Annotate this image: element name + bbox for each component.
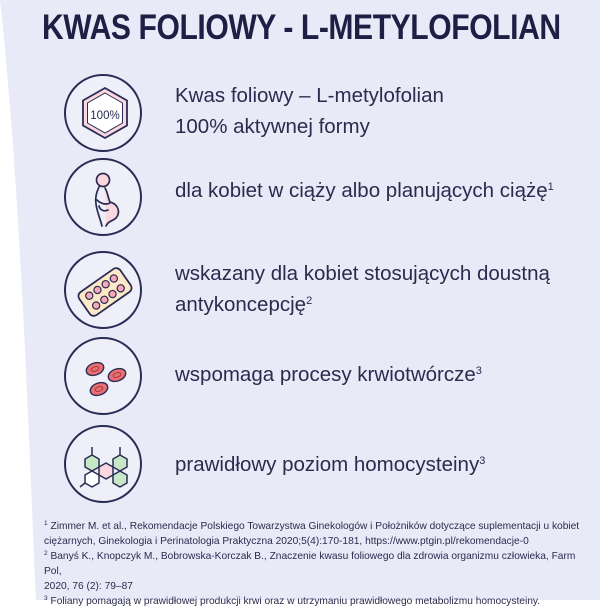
feature-row-blood xyxy=(64,337,584,417)
feature-text-homocysteine xyxy=(175,449,485,480)
feature-text-contraception xyxy=(175,258,550,320)
feature-row-contraception xyxy=(64,251,584,331)
feature-row-homocysteine xyxy=(64,425,584,505)
feature-line: dla kobiet w ciąży albo planujących ciążę$^1$ xyxy=(175,179,554,202)
footnotes xyxy=(44,519,584,609)
footnote-ref: 1 xyxy=(547,180,554,193)
feature-line: wskazany dla kobiet stosujących doustną xyxy=(175,262,550,285)
page-title: KWAS FOLIOWY - L-METYLOFOLIAN xyxy=(42,8,561,47)
footnote-2: $^2$ Banyś K., Knopczyk M., Bobrowska-Korczak B., Znaczenie kwasu foliowego dla zdrowia organizmu człowieka, Farm Pol, 2020, 76 (2): 79–87 xyxy=(44,550,576,592)
feature-line: wspomaga procesy krwiotwórcze$^3$ xyxy=(175,363,482,386)
feature-text-active-form xyxy=(175,80,444,142)
feature-text-pregnancy xyxy=(175,175,554,206)
footnote-ref: 2 xyxy=(306,294,313,307)
pregnant-woman-icon xyxy=(64,158,142,236)
active-form-hexagon-icon xyxy=(64,74,142,152)
footnote-1: $^1$ Zimmer M. et al., Rekomendacje Polskiego Towarzystwa Ginekologów i Położników dotyczące suplementacji u kobiet ciężarnych, Ginekologia i Perinatologia Praktyczna 2020;5(4):170-181, https://www.ptgin.pl/rekomendacje-0 xyxy=(44,520,580,547)
molecule-icon xyxy=(64,425,142,503)
feature-text-blood xyxy=(175,359,482,390)
feature-line: prawidłowy poziom homocysteiny$^3$ xyxy=(175,453,486,476)
footnote-ref: 3 xyxy=(475,364,482,377)
feature-row-active-form xyxy=(64,74,584,154)
contraceptive-pill-icon xyxy=(64,251,142,329)
footnote-ref: 3 xyxy=(479,454,486,467)
feature-row-pregnancy xyxy=(64,158,584,238)
blood-cells-icon xyxy=(64,337,142,415)
footnote-3: $^3$ Foliany pomagają w prawidłowej produkcji krwi oraz w utrzymaniu prawidłowego metabolizmu homocysteiny. xyxy=(44,595,541,607)
active-form-badge-text: 100% xyxy=(90,110,120,122)
feature-line: 100% aktywnej formy xyxy=(175,115,370,138)
feature-line: Kwas foliowy – L-metylofolian xyxy=(175,84,444,107)
feature-line: antykoncepcję$^2$ xyxy=(175,293,313,316)
